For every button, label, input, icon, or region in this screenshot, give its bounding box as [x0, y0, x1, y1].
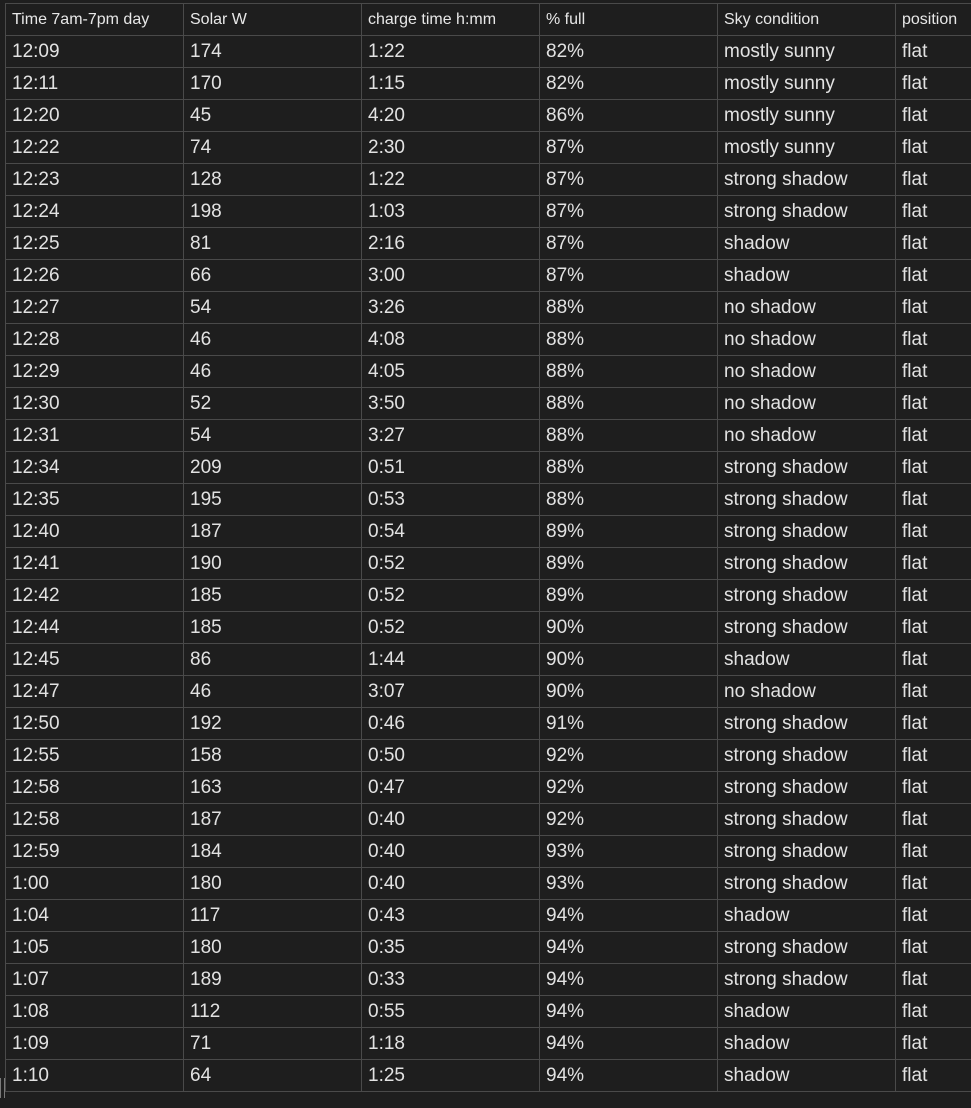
cell-time[interactable]: 12:31 — [6, 420, 184, 452]
cell-solar-w[interactable]: 192 — [184, 708, 362, 740]
cell-time[interactable]: 12:40 — [6, 516, 184, 548]
cell-position[interactable]: flat — [896, 420, 971, 452]
table-row — [6, 676, 971, 708]
cell-charge-time[interactable]: 0:33 — [362, 964, 540, 996]
cell-charge-time[interactable]: 0:52 — [362, 580, 540, 612]
cell-position[interactable]: flat — [896, 324, 971, 356]
cell-percent-full[interactable]: 93% — [540, 868, 718, 900]
table-header — [6, 4, 971, 36]
cell-position[interactable]: flat — [896, 964, 971, 996]
cell-charge-time[interactable]: 0:53 — [362, 484, 540, 516]
cell-time[interactable]: 12:28 — [6, 324, 184, 356]
cell-sky-condition[interactable]: strong shadow — [718, 708, 896, 740]
table-row — [6, 196, 971, 228]
cell-percent-full[interactable]: 94% — [540, 1028, 718, 1060]
cell-percent-full[interactable]: 92% — [540, 772, 718, 804]
cell-sky-condition[interactable]: strong shadow — [718, 932, 896, 964]
cell-sky-condition[interactable]: mostly sunny — [718, 100, 896, 132]
cell-solar-w[interactable]: 112 — [184, 996, 362, 1028]
table-row — [6, 100, 971, 132]
cell-sky-condition[interactable]: strong shadow — [718, 548, 896, 580]
cell-percent-full[interactable]: 87% — [540, 228, 718, 260]
cell-position[interactable]: flat — [896, 356, 971, 388]
cell-position[interactable]: flat — [896, 900, 971, 932]
cell-position[interactable]: flat — [896, 932, 971, 964]
cell-sky-condition[interactable]: strong shadow — [718, 868, 896, 900]
cell-time[interactable]: 1:09 — [6, 1028, 184, 1060]
cell-sky-condition[interactable]: mostly sunny — [718, 132, 896, 164]
cell-charge-time[interactable]: 1:22 — [362, 36, 540, 68]
cell-percent-full[interactable]: 92% — [540, 740, 718, 772]
header-row — [6, 4, 971, 36]
cell-position[interactable]: flat — [896, 484, 971, 516]
cell-percent-full[interactable]: 88% — [540, 452, 718, 484]
cell-position[interactable]: flat — [896, 740, 971, 772]
cell-solar-w[interactable]: 64 — [184, 1060, 362, 1092]
cell-sky-condition[interactable]: no shadow — [718, 324, 896, 356]
cell-charge-time[interactable]: 1:15 — [362, 68, 540, 100]
cell-sky-condition[interactable]: strong shadow — [718, 804, 896, 836]
cell-time[interactable]: 12:45 — [6, 644, 184, 676]
cell-charge-time[interactable]: 3:27 — [362, 420, 540, 452]
cell-time[interactable]: 1:04 — [6, 900, 184, 932]
cell-charge-time[interactable]: 1:25 — [362, 1060, 540, 1092]
cell-sky-condition[interactable]: strong shadow — [718, 452, 896, 484]
cell-solar-w[interactable]: 187 — [184, 516, 362, 548]
cell-time[interactable]: 12:35 — [6, 484, 184, 516]
cell-time[interactable]: 1:08 — [6, 996, 184, 1028]
table-row — [6, 420, 971, 452]
cell-charge-time[interactable]: 0:50 — [362, 740, 540, 772]
cell-position[interactable]: flat — [896, 36, 971, 68]
cell-time[interactable]: 12:23 — [6, 164, 184, 196]
cell-solar-w[interactable]: 174 — [184, 36, 362, 68]
cell-position[interactable]: flat — [896, 388, 971, 420]
cell-percent-full[interactable]: 88% — [540, 324, 718, 356]
cell-percent-full[interactable]: 88% — [540, 484, 718, 516]
cell-position[interactable]: flat — [896, 68, 971, 100]
table-row — [6, 964, 971, 996]
cell-sky-condition[interactable]: strong shadow — [718, 196, 896, 228]
cell-charge-time[interactable]: 0:51 — [362, 452, 540, 484]
cell-solar-w[interactable]: 180 — [184, 932, 362, 964]
cell-solar-w[interactable]: 189 — [184, 964, 362, 996]
cell-charge-time[interactable]: 0:40 — [362, 836, 540, 868]
table-row — [6, 932, 971, 964]
cell-solar-w[interactable]: 117 — [184, 900, 362, 932]
cell-sky-condition[interactable]: strong shadow — [718, 964, 896, 996]
cell-sky-condition[interactable]: strong shadow — [718, 484, 896, 516]
table-row — [6, 260, 971, 292]
table-row — [6, 548, 971, 580]
cell-charge-time[interactable]: 0:55 — [362, 996, 540, 1028]
cell-charge-time[interactable]: 1:22 — [362, 164, 540, 196]
cell-charge-time[interactable]: 2:16 — [362, 228, 540, 260]
cell-solar-w[interactable]: 54 — [184, 292, 362, 324]
cell-sky-condition[interactable]: no shadow — [718, 676, 896, 708]
table-row — [6, 836, 971, 868]
cell-position[interactable]: flat — [896, 260, 971, 292]
cell-percent-full[interactable]: 94% — [540, 900, 718, 932]
table-row — [6, 36, 971, 68]
cell-solar-w[interactable]: 46 — [184, 324, 362, 356]
cell-solar-w[interactable]: 180 — [184, 868, 362, 900]
cell-sky-condition[interactable]: shadow — [718, 1060, 896, 1092]
cell-percent-full[interactable]: 94% — [540, 964, 718, 996]
table-row — [6, 356, 971, 388]
cell-charge-time[interactable]: 0:46 — [362, 708, 540, 740]
cell-time[interactable]: 12:20 — [6, 100, 184, 132]
cell-position[interactable]: flat — [896, 708, 971, 740]
cell-solar-w[interactable]: 71 — [184, 1028, 362, 1060]
table-row — [6, 580, 971, 612]
cell-position[interactable]: flat — [896, 164, 971, 196]
cell-percent-full[interactable]: 87% — [540, 196, 718, 228]
cell-time[interactable]: 12:30 — [6, 388, 184, 420]
cell-charge-time[interactable]: 0:52 — [362, 548, 540, 580]
cell-charge-time[interactable]: 0:54 — [362, 516, 540, 548]
cell-sky-condition[interactable]: shadow — [718, 1028, 896, 1060]
cell-sky-condition[interactable]: mostly sunny — [718, 36, 896, 68]
cell-position[interactable]: flat — [896, 228, 971, 260]
cell-position[interactable]: flat — [896, 772, 971, 804]
cell-time[interactable]: 12:58 — [6, 772, 184, 804]
cell-percent-full[interactable]: 86% — [540, 100, 718, 132]
cell-charge-time[interactable]: 0:40 — [362, 868, 540, 900]
cell-time[interactable]: 12:09 — [6, 36, 184, 68]
table-body — [6, 36, 971, 1092]
cell-time[interactable]: 12:44 — [6, 612, 184, 644]
table-row — [6, 164, 971, 196]
cell-position[interactable]: flat — [896, 132, 971, 164]
cell-time[interactable]: 1:10 — [6, 1060, 184, 1092]
cell-position[interactable]: flat — [896, 996, 971, 1028]
cell-sky-condition[interactable]: shadow — [718, 260, 896, 292]
cell-position[interactable]: flat — [896, 580, 971, 612]
table-row — [6, 388, 971, 420]
cell-charge-time[interactable]: 3:26 — [362, 292, 540, 324]
cell-charge-time[interactable]: 2:30 — [362, 132, 540, 164]
header-sky-condition[interactable]: Sky condition — [718, 4, 896, 36]
table-row — [6, 644, 971, 676]
table-row — [6, 324, 971, 356]
cell-time[interactable]: 1:07 — [6, 964, 184, 996]
cell-solar-w[interactable]: 81 — [184, 228, 362, 260]
cell-sky-condition[interactable]: mostly sunny — [718, 68, 896, 100]
cell-percent-full[interactable]: 90% — [540, 644, 718, 676]
cell-position[interactable]: flat — [896, 1028, 971, 1060]
cell-percent-full[interactable]: 87% — [540, 132, 718, 164]
cell-time[interactable]: 12:26 — [6, 260, 184, 292]
cell-solar-w[interactable]: 46 — [184, 676, 362, 708]
cell-time[interactable]: 12:59 — [6, 836, 184, 868]
cell-sky-condition[interactable]: shadow — [718, 900, 896, 932]
cell-time[interactable]: 12:55 — [6, 740, 184, 772]
cell-solar-w[interactable]: 86 — [184, 644, 362, 676]
cell-time[interactable]: 12:58 — [6, 804, 184, 836]
cell-position[interactable]: flat — [896, 868, 971, 900]
cell-solar-w[interactable]: 209 — [184, 452, 362, 484]
cell-sky-condition[interactable]: no shadow — [718, 388, 896, 420]
cell-charge-time[interactable]: 4:20 — [362, 100, 540, 132]
table-row — [6, 452, 971, 484]
cell-charge-time[interactable]: 4:05 — [362, 356, 540, 388]
table-row — [6, 996, 971, 1028]
header-time[interactable]: Time 7am-7pm day — [6, 4, 184, 36]
cell-percent-full[interactable]: 89% — [540, 580, 718, 612]
table-row — [6, 740, 971, 772]
cell-solar-w[interactable]: 185 — [184, 580, 362, 612]
header-percent-full[interactable]: % full — [540, 4, 718, 36]
cell-charge-time[interactable]: 3:50 — [362, 388, 540, 420]
table-row — [6, 804, 971, 836]
cell-charge-time[interactable]: 1:18 — [362, 1028, 540, 1060]
cell-position[interactable]: flat — [896, 676, 971, 708]
cell-percent-full[interactable]: 88% — [540, 356, 718, 388]
cell-time[interactable]: 1:05 — [6, 932, 184, 964]
cell-solar-w[interactable]: 74 — [184, 132, 362, 164]
data-table — [5, 3, 971, 1092]
cell-charge-time[interactable]: 0:52 — [362, 612, 540, 644]
header-position[interactable]: position — [896, 4, 971, 36]
cell-sky-condition[interactable]: strong shadow — [718, 772, 896, 804]
table-row — [6, 292, 971, 324]
cell-position[interactable]: flat — [896, 836, 971, 868]
cell-percent-full[interactable]: 93% — [540, 836, 718, 868]
table-row — [6, 900, 971, 932]
cell-solar-w[interactable]: 158 — [184, 740, 362, 772]
cell-percent-full[interactable]: 89% — [540, 516, 718, 548]
cell-position[interactable]: flat — [896, 100, 971, 132]
cell-percent-full[interactable]: 92% — [540, 804, 718, 836]
cell-time[interactable]: 12:25 — [6, 228, 184, 260]
cell-solar-w[interactable]: 54 — [184, 420, 362, 452]
cell-sky-condition[interactable]: shadow — [718, 228, 896, 260]
cell-percent-full[interactable]: 94% — [540, 932, 718, 964]
table-row — [6, 132, 971, 164]
cell-solar-w[interactable]: 45 — [184, 100, 362, 132]
cell-percent-full[interactable]: 87% — [540, 260, 718, 292]
cell-solar-w[interactable]: 170 — [184, 68, 362, 100]
cell-position[interactable]: flat — [896, 1060, 971, 1092]
cell-time[interactable]: 12:34 — [6, 452, 184, 484]
cell-solar-w[interactable]: 163 — [184, 772, 362, 804]
cell-percent-full[interactable]: 89% — [540, 548, 718, 580]
table-row — [6, 228, 971, 260]
table-row — [6, 708, 971, 740]
cell-sky-condition[interactable]: shadow — [718, 996, 896, 1028]
cell-charge-time[interactable]: 1:03 — [362, 196, 540, 228]
cell-position[interactable]: flat — [896, 196, 971, 228]
cell-percent-full[interactable]: 82% — [540, 36, 718, 68]
cell-time[interactable]: 1:00 — [6, 868, 184, 900]
cell-time[interactable]: 12:11 — [6, 68, 184, 100]
cell-sky-condition[interactable]: no shadow — [718, 356, 896, 388]
cell-time[interactable]: 12:24 — [6, 196, 184, 228]
cell-sky-condition[interactable]: shadow — [718, 644, 896, 676]
cell-percent-full[interactable]: 94% — [540, 1060, 718, 1092]
cell-time[interactable]: 12:47 — [6, 676, 184, 708]
cell-position[interactable]: flat — [896, 292, 971, 324]
cell-solar-w[interactable]: 198 — [184, 196, 362, 228]
table-row — [6, 1028, 971, 1060]
table-row — [6, 516, 971, 548]
cell-solar-w[interactable]: 185 — [184, 612, 362, 644]
cell-sky-condition[interactable]: no shadow — [718, 420, 896, 452]
cell-position[interactable]: flat — [896, 612, 971, 644]
cell-percent-full[interactable]: 94% — [540, 996, 718, 1028]
cell-time[interactable]: 12:29 — [6, 356, 184, 388]
cell-percent-full[interactable]: 87% — [540, 164, 718, 196]
cell-sky-condition[interactable]: strong shadow — [718, 516, 896, 548]
cell-percent-full[interactable]: 82% — [540, 68, 718, 100]
cell-sky-condition[interactable]: strong shadow — [718, 836, 896, 868]
cell-solar-w[interactable]: 52 — [184, 388, 362, 420]
cell-percent-full[interactable]: 90% — [540, 612, 718, 644]
cell-time[interactable]: 12:42 — [6, 580, 184, 612]
header-charge-time[interactable]: charge time h:mm — [362, 4, 540, 36]
cell-time[interactable]: 12:50 — [6, 708, 184, 740]
cell-charge-time[interactable]: 0:43 — [362, 900, 540, 932]
cell-charge-time[interactable]: 4:08 — [362, 324, 540, 356]
cell-position[interactable]: flat — [896, 804, 971, 836]
cell-position[interactable]: flat — [896, 644, 971, 676]
table-row — [6, 772, 971, 804]
table-row — [6, 1060, 971, 1092]
table-row — [6, 484, 971, 516]
cell-sky-condition[interactable]: no shadow — [718, 292, 896, 324]
cell-charge-time[interactable]: 0:47 — [362, 772, 540, 804]
cell-percent-full[interactable]: 90% — [540, 676, 718, 708]
cell-percent-full[interactable]: 88% — [540, 420, 718, 452]
cell-sky-condition[interactable]: strong shadow — [718, 580, 896, 612]
cell-time[interactable]: 12:27 — [6, 292, 184, 324]
cell-position[interactable]: flat — [896, 548, 971, 580]
cell-charge-time[interactable]: 1:44 — [362, 644, 540, 676]
resize-handle[interactable] — [0, 1078, 5, 1098]
cell-charge-time[interactable]: 0:40 — [362, 804, 540, 836]
table-row — [6, 868, 971, 900]
cell-solar-w[interactable]: 184 — [184, 836, 362, 868]
cell-percent-full[interactable]: 88% — [540, 388, 718, 420]
cell-charge-time[interactable]: 3:07 — [362, 676, 540, 708]
cell-solar-w[interactable]: 187 — [184, 804, 362, 836]
cell-charge-time[interactable]: 3:00 — [362, 260, 540, 292]
cell-solar-w[interactable]: 190 — [184, 548, 362, 580]
cell-position[interactable]: flat — [896, 452, 971, 484]
table-row — [6, 612, 971, 644]
cell-time[interactable]: 12:22 — [6, 132, 184, 164]
table-row — [6, 68, 971, 100]
cell-solar-w[interactable]: 128 — [184, 164, 362, 196]
cell-time[interactable]: 12:41 — [6, 548, 184, 580]
cell-sky-condition[interactable]: strong shadow — [718, 740, 896, 772]
cell-percent-full[interactable]: 88% — [540, 292, 718, 324]
cell-percent-full[interactable]: 91% — [540, 708, 718, 740]
cell-charge-time[interactable]: 0:35 — [362, 932, 540, 964]
header-solar-w[interactable]: Solar W — [184, 4, 362, 36]
cell-sky-condition[interactable]: strong shadow — [718, 164, 896, 196]
cell-solar-w[interactable]: 46 — [184, 356, 362, 388]
cell-solar-w[interactable]: 195 — [184, 484, 362, 516]
cell-solar-w[interactable]: 66 — [184, 260, 362, 292]
cell-sky-condition[interactable]: strong shadow — [718, 612, 896, 644]
cell-position[interactable]: flat — [896, 516, 971, 548]
